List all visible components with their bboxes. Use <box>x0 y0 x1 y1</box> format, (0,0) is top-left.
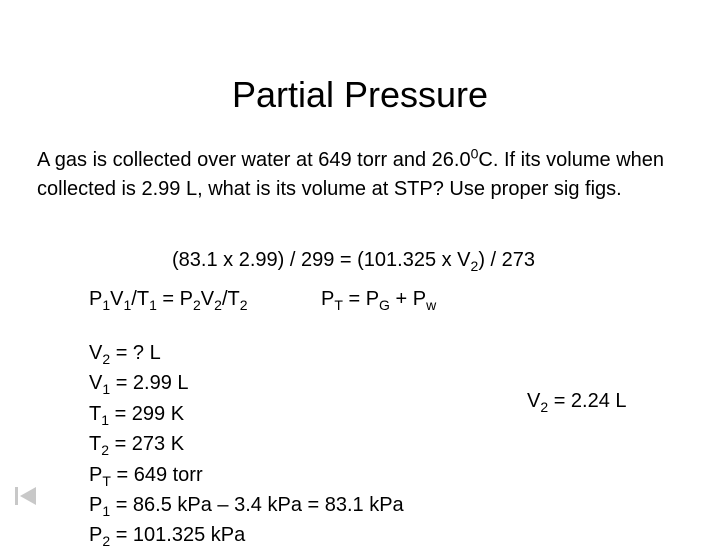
given-p1: $P_1 = 86.5$ kPa – 3.4 kPa = 83.1 kPa <box>89 493 404 519</box>
given-v1: $V_1 = 2.99$ L <box>89 372 189 398</box>
given-t2: $T_2 = 273$ K <box>89 433 185 459</box>
problem-text-part1: A gas is collected over water at 649 torr and 26.0 <box>37 149 471 171</box>
combined-gas-law: $P_1V_1/T_1 = P_2V_2/T_2$ <box>89 288 248 313</box>
answer: $V_2 = 2.24$ L <box>527 390 627 415</box>
given-v2: $V_2$ = ? L <box>89 342 161 367</box>
degree-superscript: 0 <box>470 145 479 162</box>
givens-list <box>89 338 404 551</box>
problem-text-part2: C. If its volume when collected is 2.99 L, what is its volume at STP? Use proper sig figs. <box>37 149 665 200</box>
calculation-equation: (83.1 x 2.99) / 299 = (101.325 x $V_2) / 273$ <box>172 249 536 274</box>
slide-title: Partial Pressure <box>231 74 489 115</box>
daltons-law: $P_T = P_G + P_w$ <box>321 288 437 313</box>
given-p2: $P_2 = 101.325$ kPa <box>89 524 246 550</box>
given-pt: $P_T = 649$ torr <box>89 463 203 489</box>
first-slide-icon-graphic <box>14 486 38 506</box>
given-t1: $T_1 = 299$ K <box>89 402 185 428</box>
first-slide-icon[interactable] <box>14 486 38 506</box>
problem-statement <box>37 146 697 204</box>
